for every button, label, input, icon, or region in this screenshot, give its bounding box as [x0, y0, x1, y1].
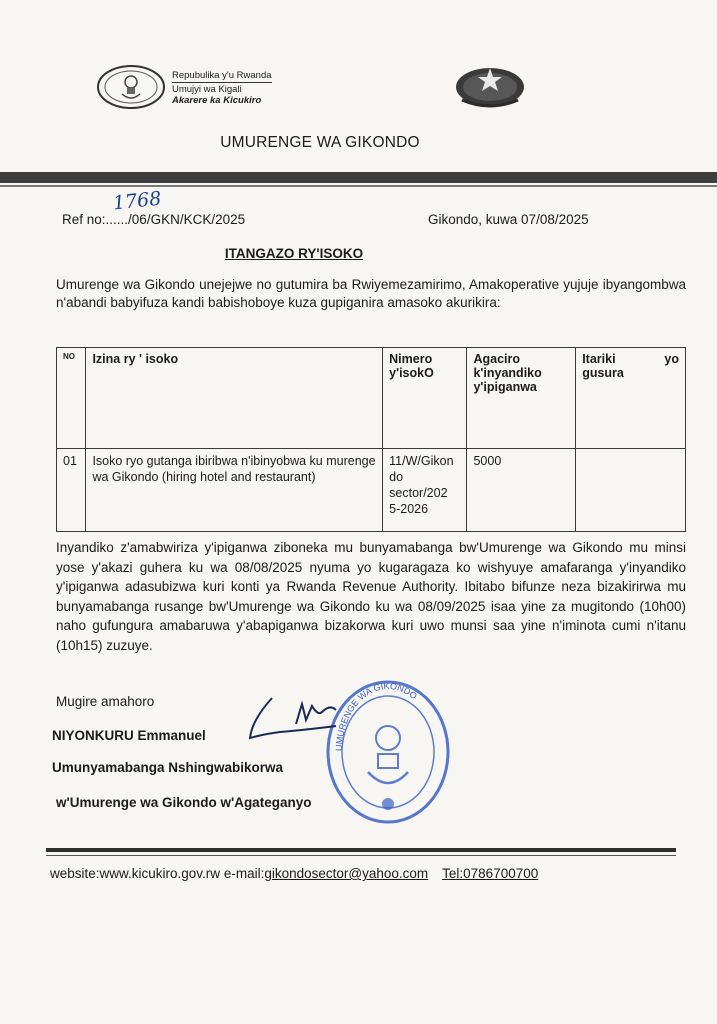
header-text: [172, 70, 272, 106]
header-no: NO: [57, 348, 86, 449]
date-line: Gikondo, kuwa 07/08/2025: [428, 212, 589, 227]
reference-number: Ref no:....../06/GKN/KCK/2025: [62, 212, 246, 227]
phone-link[interactable]: Tel:0786700700: [442, 866, 539, 881]
footer-divider: [46, 848, 676, 852]
signer-title-2: w'Umurenge wa Gikondo w'Agateganyo: [56, 795, 312, 810]
body-paragraph: Inyandiko z'amabwiriza y'ipiganwa ziboneka mu bunyamabanga bw'Umurenge wa Gikondo mu minsi yose y'akazi guhera ku wa 08/08/2025 nyuma yo kugaragaza ko wishyuye amafaranga y'inyandiko y'ipiganwa adasubizwa kuri konti ya Rwanda Revenue Authority. Ibitabo bifunze neza bizakirirwa mu bunyamabanga rusange bw'Umurenge wa Gikondo ku wa 08/09/2025 isaa yine za mugitondo (10h00) naho gufungura amabaruwa y'abapiganwa bizakorwa kuri uwo munsi saa yine n'iminota cumi n'itanu (10h15) zuzuye.: [56, 540, 686, 653]
rwanda-coat-of-arms-icon: [96, 64, 166, 110]
row-number: 11/W/Gikon do sector/202 5-2026: [383, 449, 467, 532]
website-link[interactable]: www.kicukiro.gov.rw: [99, 866, 221, 881]
header-date: Itariki yo gusura: [576, 348, 686, 449]
row-value: 5000: [467, 449, 576, 532]
header-number: Nimero y'isokO: [383, 348, 467, 449]
header-city: Umujyi wa Kigali: [172, 84, 242, 95]
row-no: 01: [57, 449, 86, 532]
header-name: Izina ry ' isoko: [86, 348, 383, 449]
stamp-text: UMURENGE WA GIKONDO: [333, 680, 419, 752]
document-heading: ITANGAZO RY'ISOKO: [224, 246, 364, 261]
footer-contact: website:www.kicukiro.gov.rw e-mail:gikondosector@yahoo.com Tel:0786700700: [50, 866, 539, 881]
closing: Mugire amahoro: [56, 694, 155, 709]
row-name: Isoko ryo gutanga ibiribwa n'ibinyobwa ku murenge wa Gikondo (hiring hotel and restaurant): [86, 449, 383, 532]
handwritten-ref-number: 1768: [111, 187, 163, 215]
table-header-row: [57, 348, 686, 449]
tender-table: [56, 347, 686, 532]
footer-divider-thin: [46, 855, 676, 856]
email-link[interactable]: gikondosector@yahoo.com: [264, 866, 429, 881]
sector-title: UMURENGE WA GIKONDO: [220, 134, 420, 151]
header-value: Agaciro k'inyandiko y'ipiganwa: [467, 348, 576, 449]
handwritten-signature-icon: [244, 690, 364, 754]
table-row: [57, 449, 686, 532]
row-date: [576, 449, 686, 532]
header-divider: [0, 172, 717, 183]
header-district: Akarere ka Kicukiro: [172, 95, 262, 106]
header-divider-thin: [0, 185, 717, 187]
header-country: Repubulika y'u Rwanda: [172, 70, 272, 81]
signer-title: Umunyamabanga Nshingwabikorwa: [52, 760, 284, 775]
intro-paragraph: Umurenge wa Gikondo unejejwe no gutumira ba Rwiyemezamirimo, Amakoperative yujuje ibyangombwa n'abandi babyifuza kandi babishoboye kuza gupiganira amasoko akurikira:: [56, 277, 686, 310]
district-emblem-icon: [452, 60, 528, 110]
signer-name: NIYONKURU Emmanuel: [52, 728, 206, 743]
